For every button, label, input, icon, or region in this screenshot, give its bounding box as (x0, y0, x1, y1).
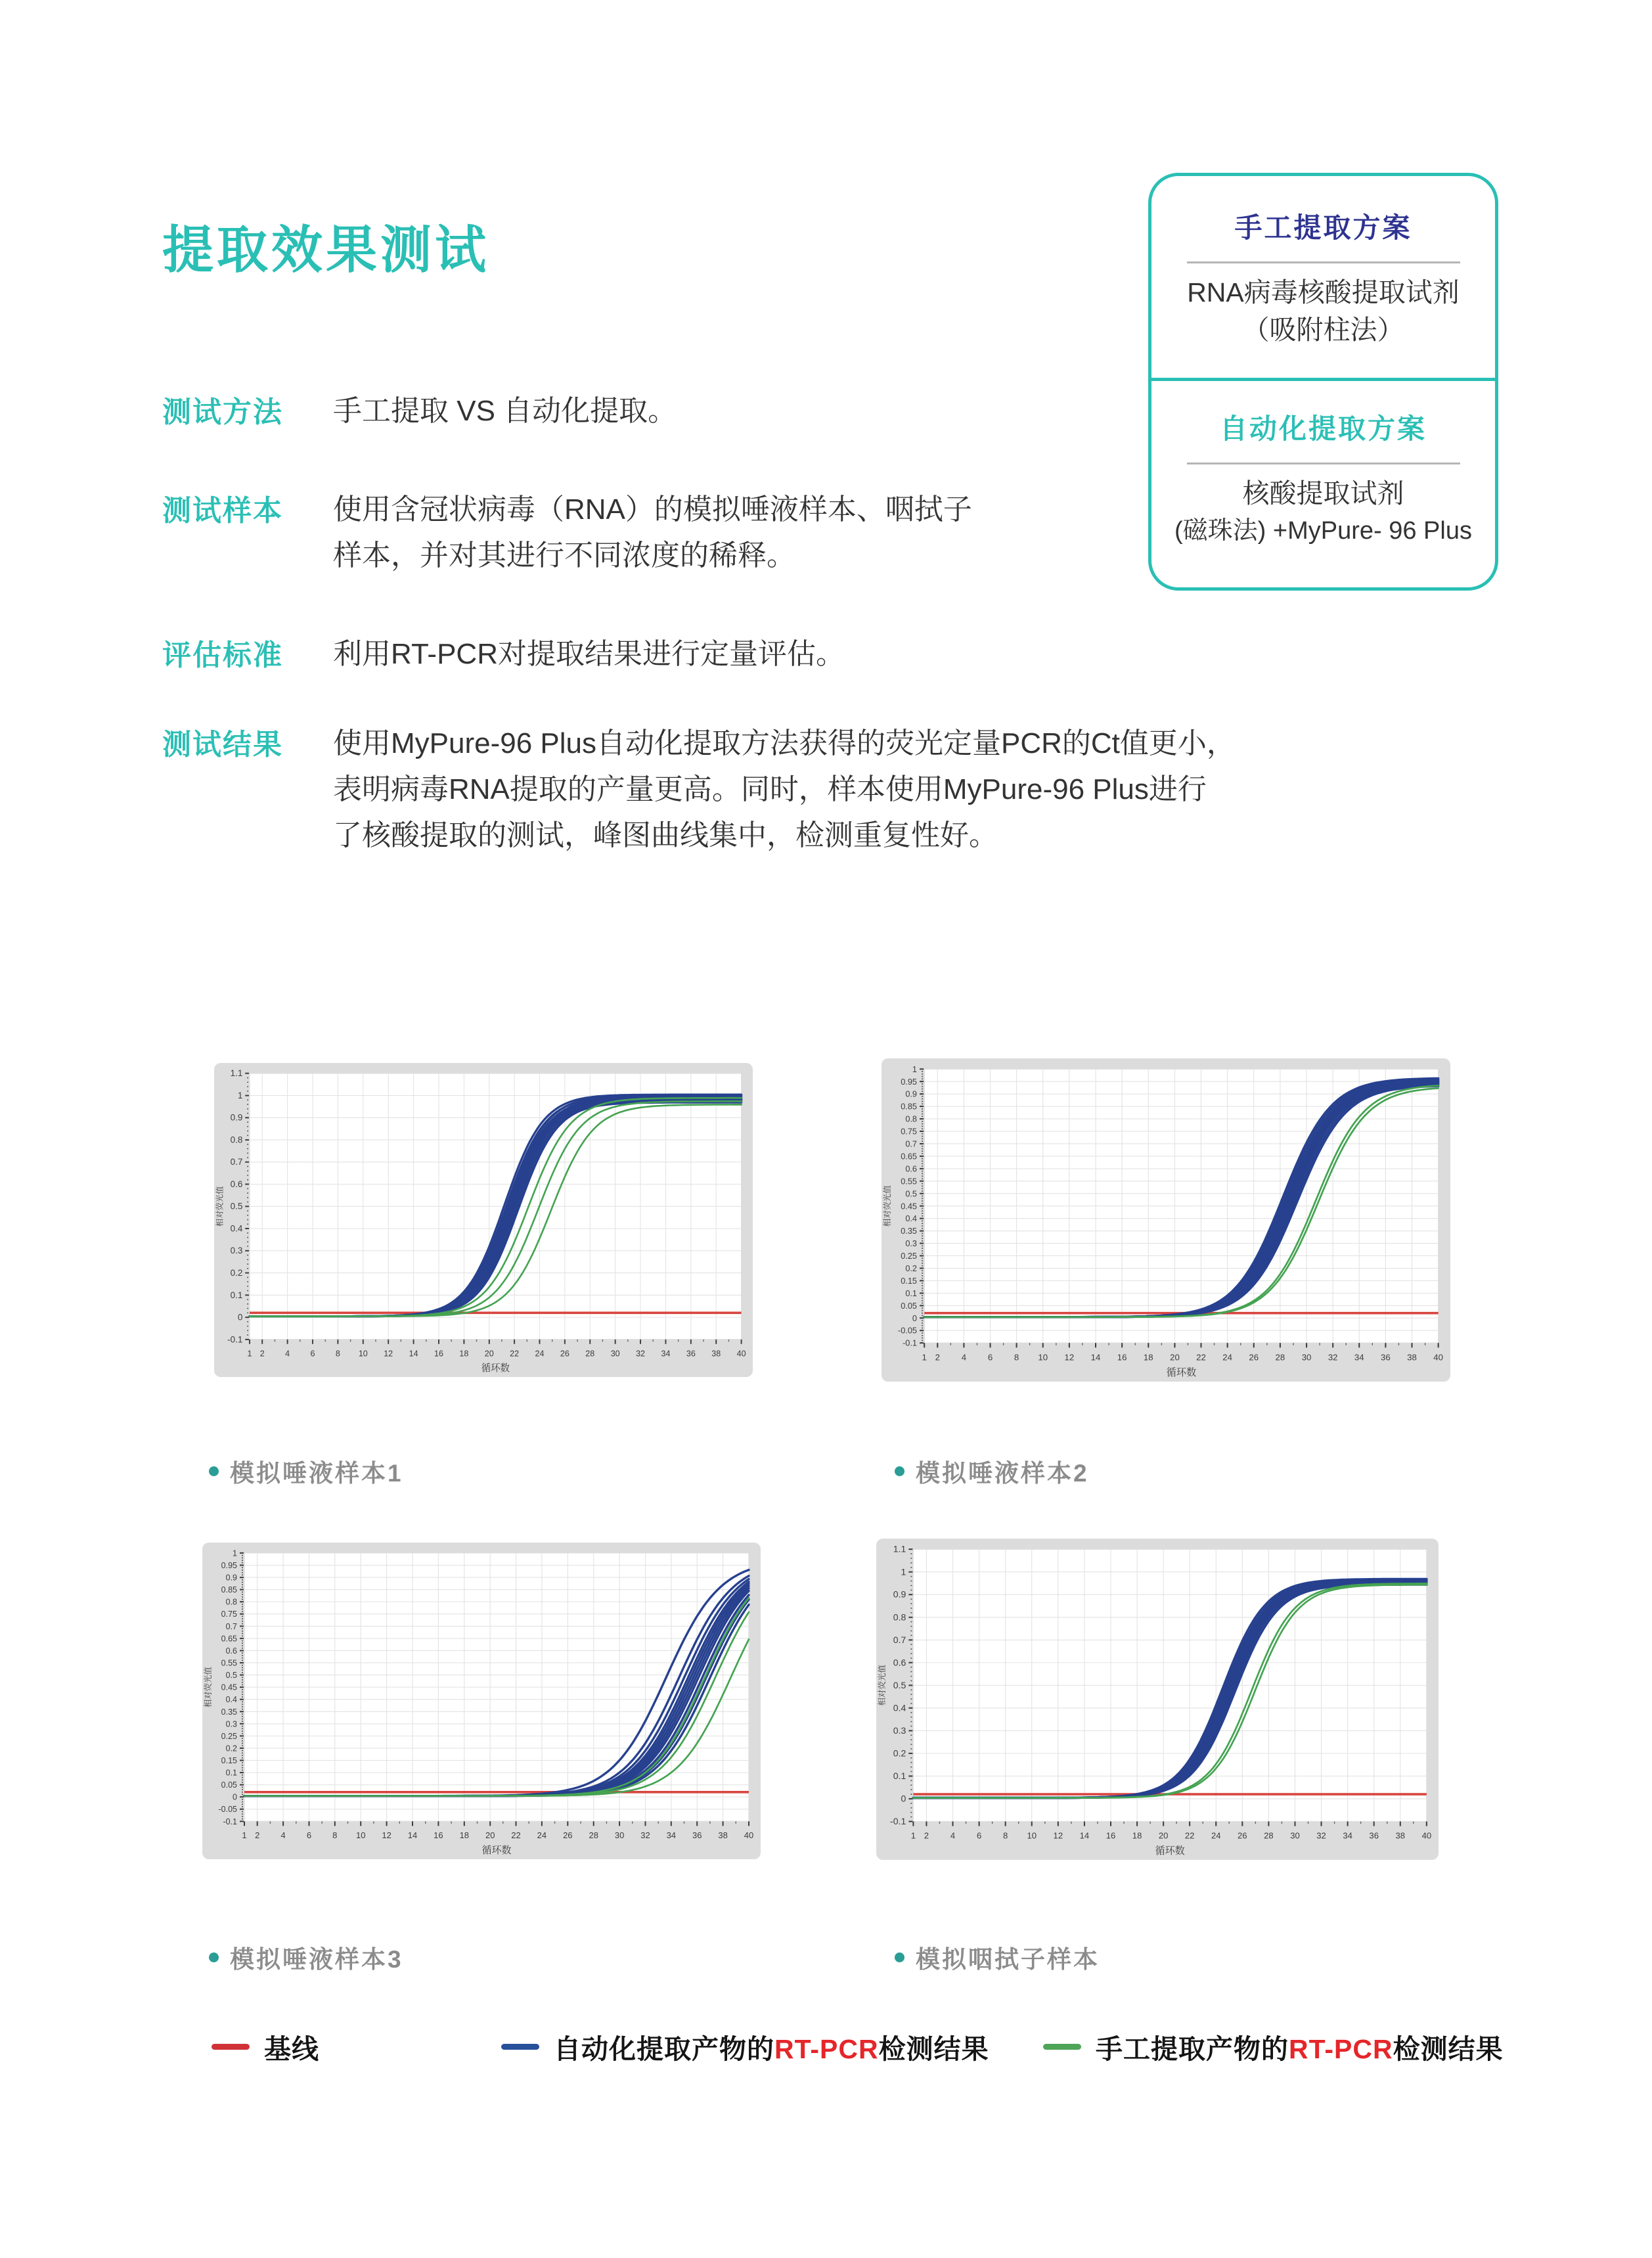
svg-text:1: 1 (237, 1090, 243, 1101)
svg-text:22: 22 (510, 1349, 520, 1359)
svg-text:8: 8 (1003, 1830, 1008, 1841)
svg-text:0.65: 0.65 (221, 1634, 237, 1644)
divider (1187, 261, 1460, 263)
svg-text:0.65: 0.65 (901, 1152, 917, 1162)
svg-text:0.4: 0.4 (225, 1695, 237, 1705)
caption-text: 模拟唾液样本3 (230, 1946, 403, 1973)
svg-text:0.3: 0.3 (905, 1239, 917, 1249)
svg-text:38: 38 (1395, 1830, 1406, 1841)
svg-text:0.55: 0.55 (221, 1658, 237, 1668)
section-label: 测试样本 (162, 495, 283, 527)
caption-text: 模拟咽拭子样本 (916, 1946, 1100, 1973)
auto-plan-section (1151, 378, 1495, 587)
svg-text:-0.05: -0.05 (218, 1805, 237, 1815)
legend-label-post: 检测结果 (878, 2034, 989, 2064)
auto-plan-line2: (磁珠法) +MyPure- 96 Plus (1174, 517, 1472, 545)
legend-label-pre: 自动化提取产物的 (554, 2034, 774, 2064)
svg-text:0.5: 0.5 (225, 1671, 237, 1681)
svg-text:38: 38 (711, 1349, 721, 1359)
svg-text:32: 32 (636, 1349, 646, 1359)
svg-text:12: 12 (382, 1830, 391, 1841)
svg-text:0.7: 0.7 (225, 1621, 237, 1631)
divider (1187, 463, 1460, 464)
manual-plan-title: 手工提取方案 (1234, 212, 1412, 243)
svg-text:1: 1 (242, 1830, 247, 1841)
legend-label (554, 2027, 989, 2066)
bullet-icon (895, 1953, 904, 1962)
svg-text:0.05: 0.05 (901, 1301, 917, 1311)
svg-text:16: 16 (434, 1830, 443, 1841)
svg-text:6: 6 (976, 1830, 982, 1841)
svg-text:0.4: 0.4 (905, 1214, 917, 1224)
svg-text:4: 4 (285, 1349, 290, 1359)
svg-text:0.45: 0.45 (221, 1682, 237, 1692)
svg-text:相对荧光值: 相对荧光值 (878, 1664, 887, 1706)
svg-text:1: 1 (922, 1352, 927, 1363)
svg-text:0: 0 (237, 1312, 243, 1322)
svg-text:-0.1: -0.1 (890, 1816, 906, 1827)
legend-label (1096, 2027, 1504, 2066)
svg-text:20: 20 (1158, 1830, 1169, 1841)
svg-text:28: 28 (1264, 1830, 1274, 1841)
svg-text:28: 28 (589, 1830, 598, 1841)
svg-text:-0.1: -0.1 (903, 1338, 917, 1348)
svg-text:30: 30 (610, 1349, 620, 1359)
svg-text:14: 14 (1090, 1352, 1101, 1363)
svg-text:22: 22 (1184, 1830, 1195, 1841)
svg-text:1.1: 1.1 (893, 1543, 906, 1554)
svg-text:16: 16 (434, 1349, 443, 1359)
svg-text:0.4: 0.4 (230, 1223, 243, 1234)
section-body (333, 721, 1236, 859)
svg-text:0.35: 0.35 (901, 1227, 917, 1236)
automated-line-swatch-icon (501, 2044, 539, 2050)
section-body (333, 388, 677, 434)
svg-text:0.95: 0.95 (901, 1077, 917, 1087)
legend-item-automated-rtpcr (501, 2027, 989, 2066)
section-body (333, 631, 845, 677)
svg-text:0.1: 0.1 (230, 1290, 243, 1300)
svg-text:6: 6 (987, 1352, 993, 1363)
svg-text:18: 18 (1132, 1830, 1142, 1841)
svg-text:40: 40 (1421, 1830, 1432, 1841)
svg-text:相对荧光值: 相对荧光值 (883, 1185, 893, 1227)
svg-text:1: 1 (910, 1830, 916, 1841)
svg-text:34: 34 (1343, 1830, 1352, 1841)
legend-item-manual-rtpcr (1043, 2027, 1504, 2066)
svg-text:8: 8 (332, 1830, 338, 1841)
svg-text:4: 4 (280, 1830, 286, 1841)
svg-text:10: 10 (355, 1830, 366, 1841)
svg-text:12: 12 (384, 1349, 393, 1359)
pcr-chart-saliva-sample-1 (214, 1063, 753, 1377)
svg-text:0.55: 0.55 (901, 1177, 917, 1186)
svg-text:0.8: 0.8 (905, 1114, 917, 1124)
svg-text:36: 36 (692, 1830, 702, 1841)
section-text-line: 了核酸提取的测试，峰图曲线集中，检测重复性好。 (333, 819, 998, 851)
legend-label-highlight: RT-PCR (1289, 2034, 1393, 2064)
bullet-icon (209, 1953, 219, 1962)
svg-text:34: 34 (666, 1830, 677, 1841)
svg-text:0: 0 (912, 1313, 917, 1323)
svg-text:8: 8 (1014, 1352, 1019, 1363)
svg-text:34: 34 (1354, 1352, 1364, 1363)
section-label: 测试方法 (162, 396, 283, 428)
svg-text:20: 20 (485, 1830, 495, 1841)
svg-text:循环数: 循环数 (1155, 1845, 1185, 1857)
chart-caption-saliva-1 (209, 1453, 403, 1489)
svg-text:循环数: 循环数 (1166, 1366, 1197, 1378)
svg-text:0.8: 0.8 (225, 1597, 237, 1607)
svg-text:32: 32 (640, 1830, 650, 1841)
section-label: 测试结果 (162, 729, 283, 761)
svg-text:0.6: 0.6 (893, 1657, 906, 1668)
svg-text:-0.1: -0.1 (227, 1334, 243, 1345)
chart-caption-saliva-2 (895, 1453, 1089, 1489)
section-text-line: 使用MyPure-96 Plus自动化提取方法获得的荧光定量PCR的Ct值更小， (333, 727, 1236, 759)
section-text-line: 手工提取 VS 自动化提取。 (333, 395, 677, 427)
section-text-line: 使用含冠状病毒（RNA）的模拟唾液样本、咽拭子 (333, 493, 972, 526)
chart-caption-saliva-3 (209, 1939, 403, 1975)
svg-text:10: 10 (1027, 1830, 1037, 1841)
manual-plan-line2: （吸附柱法） (1242, 315, 1404, 345)
legend-label-pre: 基线 (264, 2034, 319, 2064)
svg-text:36: 36 (686, 1349, 696, 1359)
svg-text:0.25: 0.25 (901, 1252, 917, 1261)
pcr-chart-saliva-sample-3 (202, 1543, 761, 1859)
section-text-line: 利用RT-PCR对提取结果进行定量评估。 (333, 638, 845, 670)
svg-text:10: 10 (358, 1349, 368, 1359)
svg-text:14: 14 (407, 1830, 418, 1841)
legend-item-baseline (212, 2027, 319, 2066)
svg-text:0.8: 0.8 (230, 1135, 243, 1145)
svg-text:38: 38 (1407, 1352, 1417, 1363)
svg-text:24: 24 (1222, 1352, 1232, 1363)
svg-text:1: 1 (247, 1349, 252, 1359)
svg-text:0.7: 0.7 (905, 1139, 917, 1149)
svg-text:0.4: 0.4 (893, 1702, 906, 1713)
legend-label (264, 2027, 319, 2066)
svg-text:1: 1 (233, 1548, 237, 1558)
section-evaluation-criteria (162, 631, 845, 677)
svg-text:0.9: 0.9 (905, 1089, 917, 1099)
svg-text:0.2: 0.2 (225, 1744, 237, 1753)
svg-text:16: 16 (1117, 1352, 1127, 1363)
svg-text:28: 28 (585, 1349, 595, 1359)
svg-text:0.7: 0.7 (893, 1634, 906, 1645)
svg-text:0: 0 (901, 1793, 906, 1804)
svg-text:2: 2 (924, 1830, 929, 1841)
section-test-result (162, 721, 1236, 859)
svg-text:0.75: 0.75 (221, 1610, 237, 1619)
svg-text:0.6: 0.6 (225, 1646, 237, 1656)
svg-text:16: 16 (1105, 1830, 1116, 1841)
svg-text:22: 22 (1196, 1352, 1206, 1363)
page-title: 提取效果测试 (162, 221, 490, 279)
svg-text:26: 26 (1238, 1830, 1247, 1841)
svg-text:24: 24 (1211, 1830, 1221, 1841)
svg-text:0.6: 0.6 (905, 1164, 917, 1174)
amplification-curve-plot (882, 1058, 1450, 1382)
svg-text:0.1: 0.1 (905, 1288, 917, 1298)
svg-text:0.6: 0.6 (230, 1179, 243, 1189)
svg-text:34: 34 (661, 1349, 671, 1359)
baseline-line-swatch-icon (212, 2044, 250, 2050)
svg-text:0.15: 0.15 (221, 1756, 237, 1765)
svg-text:2: 2 (935, 1352, 940, 1363)
svg-text:30: 30 (1301, 1352, 1312, 1363)
svg-text:1.1: 1.1 (230, 1068, 243, 1079)
svg-text:循环数: 循环数 (481, 1363, 510, 1374)
svg-text:2: 2 (259, 1349, 265, 1359)
section-label: 评估标准 (162, 639, 283, 671)
svg-text:0.45: 0.45 (901, 1202, 917, 1211)
svg-text:6: 6 (306, 1830, 312, 1841)
svg-text:36: 36 (1369, 1830, 1379, 1841)
section-text-line: 表明病毒RNA提取的产量更高。同时，样本使用MyPure-96 Plus进行 (333, 773, 1207, 805)
section-text-line: 样本，并对其进行不同浓度的稀释。 (333, 539, 795, 572)
section-body (333, 487, 972, 579)
svg-text:18: 18 (1143, 1352, 1153, 1363)
svg-text:0.1: 0.1 (893, 1770, 906, 1781)
svg-text:0.9: 0.9 (893, 1589, 906, 1600)
svg-text:相对荧光值: 相对荧光值 (215, 1186, 225, 1227)
auto-plan-title: 自动化提取方案 (1219, 413, 1427, 444)
svg-text:0.85: 0.85 (221, 1585, 237, 1595)
svg-text:40: 40 (1433, 1352, 1444, 1363)
extraction-plans-box (1148, 173, 1498, 591)
bullet-icon (895, 1466, 904, 1476)
amplification-curve-plot (202, 1543, 761, 1859)
svg-text:8: 8 (335, 1349, 340, 1359)
svg-text:1: 1 (901, 1566, 906, 1577)
svg-text:24: 24 (537, 1830, 547, 1841)
manual-line-swatch-icon (1043, 2044, 1081, 2050)
svg-text:20: 20 (484, 1349, 494, 1359)
svg-text:0.5: 0.5 (230, 1201, 243, 1211)
svg-text:0: 0 (233, 1792, 237, 1802)
bullet-icon (209, 1466, 219, 1476)
svg-text:循环数: 循环数 (481, 1845, 512, 1857)
svg-text:0.2: 0.2 (905, 1264, 917, 1274)
svg-text:20: 20 (1170, 1352, 1180, 1363)
svg-text:24: 24 (535, 1349, 545, 1359)
svg-text:12: 12 (1053, 1830, 1063, 1841)
svg-text:0.8: 0.8 (893, 1612, 906, 1623)
svg-text:0.1: 0.1 (225, 1768, 237, 1778)
legend-label-highlight: RT-PCR (774, 2034, 879, 2064)
caption-text: 模拟唾液样本1 (230, 1460, 403, 1487)
svg-text:0.05: 0.05 (221, 1780, 237, 1790)
svg-text:32: 32 (1328, 1352, 1338, 1363)
manual-plan-section (1151, 176, 1495, 378)
svg-text:0.3: 0.3 (893, 1725, 906, 1736)
svg-text:0.5: 0.5 (893, 1679, 906, 1690)
svg-text:28: 28 (1275, 1352, 1285, 1363)
svg-text:0.15: 0.15 (901, 1276, 917, 1286)
svg-text:0.3: 0.3 (225, 1719, 237, 1729)
svg-text:0.3: 0.3 (230, 1246, 243, 1256)
svg-text:40: 40 (736, 1349, 746, 1359)
svg-text:26: 26 (1249, 1352, 1259, 1363)
svg-text:30: 30 (1290, 1830, 1300, 1841)
pcr-chart-throat-swab-sample (876, 1539, 1439, 1860)
section-test-sample (162, 487, 972, 579)
svg-text:40: 40 (744, 1830, 754, 1841)
svg-text:14: 14 (409, 1349, 418, 1359)
svg-text:26: 26 (563, 1830, 573, 1841)
svg-text:14: 14 (1079, 1830, 1090, 1841)
svg-text:12: 12 (1064, 1352, 1075, 1363)
svg-text:0.85: 0.85 (901, 1102, 917, 1112)
svg-text:0.2: 0.2 (230, 1267, 243, 1278)
svg-text:0.2: 0.2 (893, 1748, 906, 1759)
section-test-method (162, 388, 677, 434)
svg-text:36: 36 (1381, 1352, 1391, 1363)
svg-text:38: 38 (718, 1830, 728, 1841)
svg-text:0.95: 0.95 (221, 1560, 237, 1570)
svg-text:2: 2 (255, 1830, 260, 1841)
svg-text:0.25: 0.25 (221, 1731, 237, 1741)
svg-text:0.5: 0.5 (905, 1189, 917, 1199)
svg-text:6: 6 (310, 1349, 315, 1359)
legend-label-post: 检测结果 (1393, 2034, 1504, 2064)
svg-text:-0.05: -0.05 (898, 1326, 917, 1336)
svg-text:相对荧光值: 相对荧光值 (203, 1667, 213, 1708)
svg-text:22: 22 (511, 1830, 521, 1841)
svg-text:10: 10 (1038, 1352, 1048, 1363)
amplification-curve-plot (214, 1063, 753, 1377)
svg-text:0.9: 0.9 (225, 1573, 237, 1583)
svg-text:1: 1 (912, 1064, 917, 1074)
auto-plan-line1: 核酸提取试剂 (1242, 478, 1404, 508)
legend-label-pre: 手工提取产物的 (1096, 2034, 1289, 2064)
svg-text:0.9: 0.9 (230, 1112, 243, 1123)
svg-text:0.75: 0.75 (901, 1127, 917, 1137)
amplification-curve-plot (876, 1539, 1439, 1860)
svg-text:4: 4 (961, 1352, 967, 1363)
svg-text:4: 4 (950, 1830, 956, 1841)
chart-caption-throat-swab (895, 1939, 1100, 1975)
svg-text:26: 26 (560, 1349, 569, 1359)
caption-text: 模拟唾液样本2 (916, 1460, 1089, 1487)
svg-text:0.7: 0.7 (230, 1157, 243, 1167)
svg-text:30: 30 (614, 1830, 625, 1841)
svg-text:0.35: 0.35 (221, 1707, 237, 1717)
svg-text:-0.1: -0.1 (223, 1817, 237, 1826)
svg-text:32: 32 (1316, 1830, 1326, 1841)
pcr-chart-saliva-sample-2 (882, 1058, 1450, 1382)
svg-text:18: 18 (459, 1349, 469, 1359)
svg-text:18: 18 (459, 1830, 470, 1841)
manual-plan-line1: RNA病毒核酸提取试剂 (1187, 277, 1460, 307)
